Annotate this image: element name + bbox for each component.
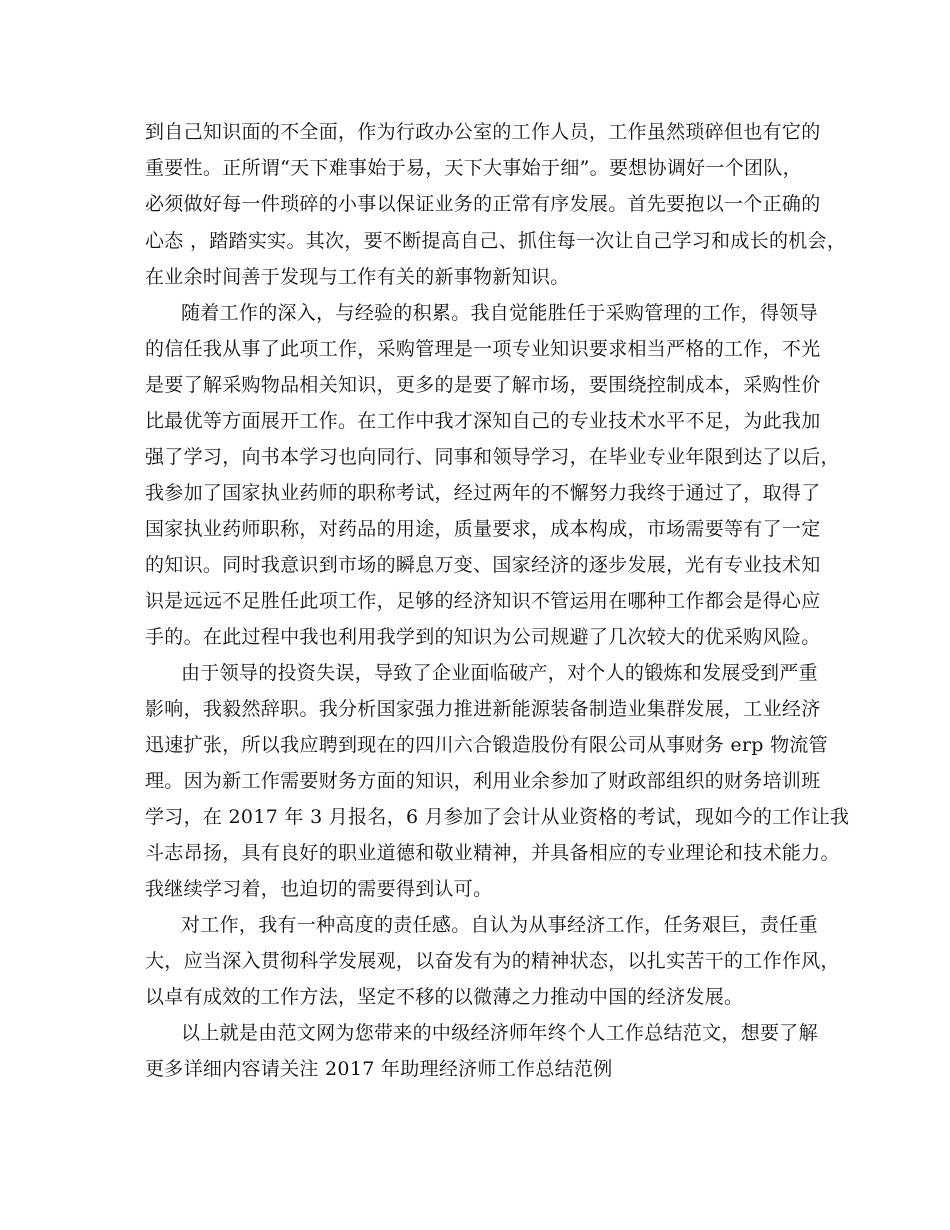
text-line: 影响，我毅然辞职。我分析国家强力推进新能源装备制造业集群发展，工业经济 bbox=[145, 698, 821, 720]
text-line: 学习，在 2017 年 3 月报名，6 月参加了会计从业资格的考试，现如今的工作让我 bbox=[145, 806, 850, 828]
paragraph-start-line: 以上就是由范文网为您带来的中级经济师年终个人工作总结范文，想要了解 bbox=[181, 1022, 818, 1044]
text-line: 我继续学习着，也迫切的需要得到认可。 bbox=[145, 878, 493, 900]
text-line: 国家执业药师职称，对药品的用途，质量要求，成本构成，市场需要等有了一定 bbox=[145, 518, 821, 540]
text-line: 到自己知识面的不全面，作为行政办公室的工作人员，工作虽然琐碎但也有它的 bbox=[145, 121, 821, 143]
text-line: 的知识。同时我意识到市场的瞬息万变、国家经济的逐步发展，光有专业技术知 bbox=[145, 554, 821, 576]
text-line: 强了学习，向书本学习也向同行、同事和领导学习，在毕业专业年限到达了以后， bbox=[145, 446, 840, 468]
paragraph-start-line: 随着工作的深入，与经验的积累。我自觉能胜任于采购管理的工作，得领导 bbox=[181, 302, 818, 324]
text-line: 在业余时间善于发现与工作有关的新事物新知识。 bbox=[145, 266, 570, 288]
text-line: 重要性。正所谓“天下难事始于易，天下大事始于细”。要想协调好一个团队， bbox=[145, 157, 802, 179]
text-line: 更多详细内容请关注 2017 年助理经济师工作总结范例 bbox=[145, 1058, 613, 1080]
text-line: 心态 ，踏踏实实。其次，要不断提高自己、抓住每一次让自己学习和成长的机会， bbox=[145, 230, 847, 252]
text-line: 迅速扩张，所以我应聘到现在的四川六合锻造股份有限公司从事财务 erp 物流管 bbox=[145, 734, 828, 756]
text-line: 比最优等方面展开工作。在工作中我才深知自己的专业技术水平不足，为此我加 bbox=[145, 410, 821, 432]
text-line: 理。因为新工作需要财务方面的知识，利用业余参加了财政部组织的财务培训班 bbox=[145, 770, 821, 792]
text-line: 是要了解采购物品相关知识，更多的是要了解市场，要围绕控制成本，采购性价 bbox=[145, 374, 821, 396]
paragraph-start-line: 由于领导的投资失误，导致了企业面临破产，对个人的锻炼和发展受到严重 bbox=[181, 662, 818, 684]
text-line: 我参加了国家执业药师的职称考试，经过两年的不懈努力我终于通过了，取得了 bbox=[145, 482, 821, 504]
text-line: 的信任我从事了此项工作，采购管理是一项专业知识要求相当严格的工作，不光 bbox=[145, 338, 821, 360]
text-line: 必须做好每一件琐碎的小事以保证业务的正常有序发展。首先要抱以一个正确的 bbox=[145, 193, 821, 215]
text-line: 以卓有成效的工作方法，坚定不移的以微薄之力推动中国的经济发展。 bbox=[145, 986, 744, 1008]
text-line: 手的。在此过程中我也利用我学到的知识为公司规避了几次较大的优采购风险。 bbox=[145, 626, 821, 648]
text-line: 识是远远不足胜任此项工作，足够的经济知识不管运用在哪种工作都会是得心应 bbox=[145, 590, 821, 612]
text-line: 大，应当深入贯彻科学发展观，以奋发有为的精神状态，以扎实苦干的工作作风， bbox=[145, 950, 840, 972]
paragraph-start-line: 对工作，我有一种高度的责任感。自认为从事经济工作，任务艰巨，责任重 bbox=[181, 914, 818, 936]
text-line: 斗志昂扬，具有良好的职业道德和敬业精神，并具备相应的专业理论和技术能力。 bbox=[145, 842, 840, 864]
